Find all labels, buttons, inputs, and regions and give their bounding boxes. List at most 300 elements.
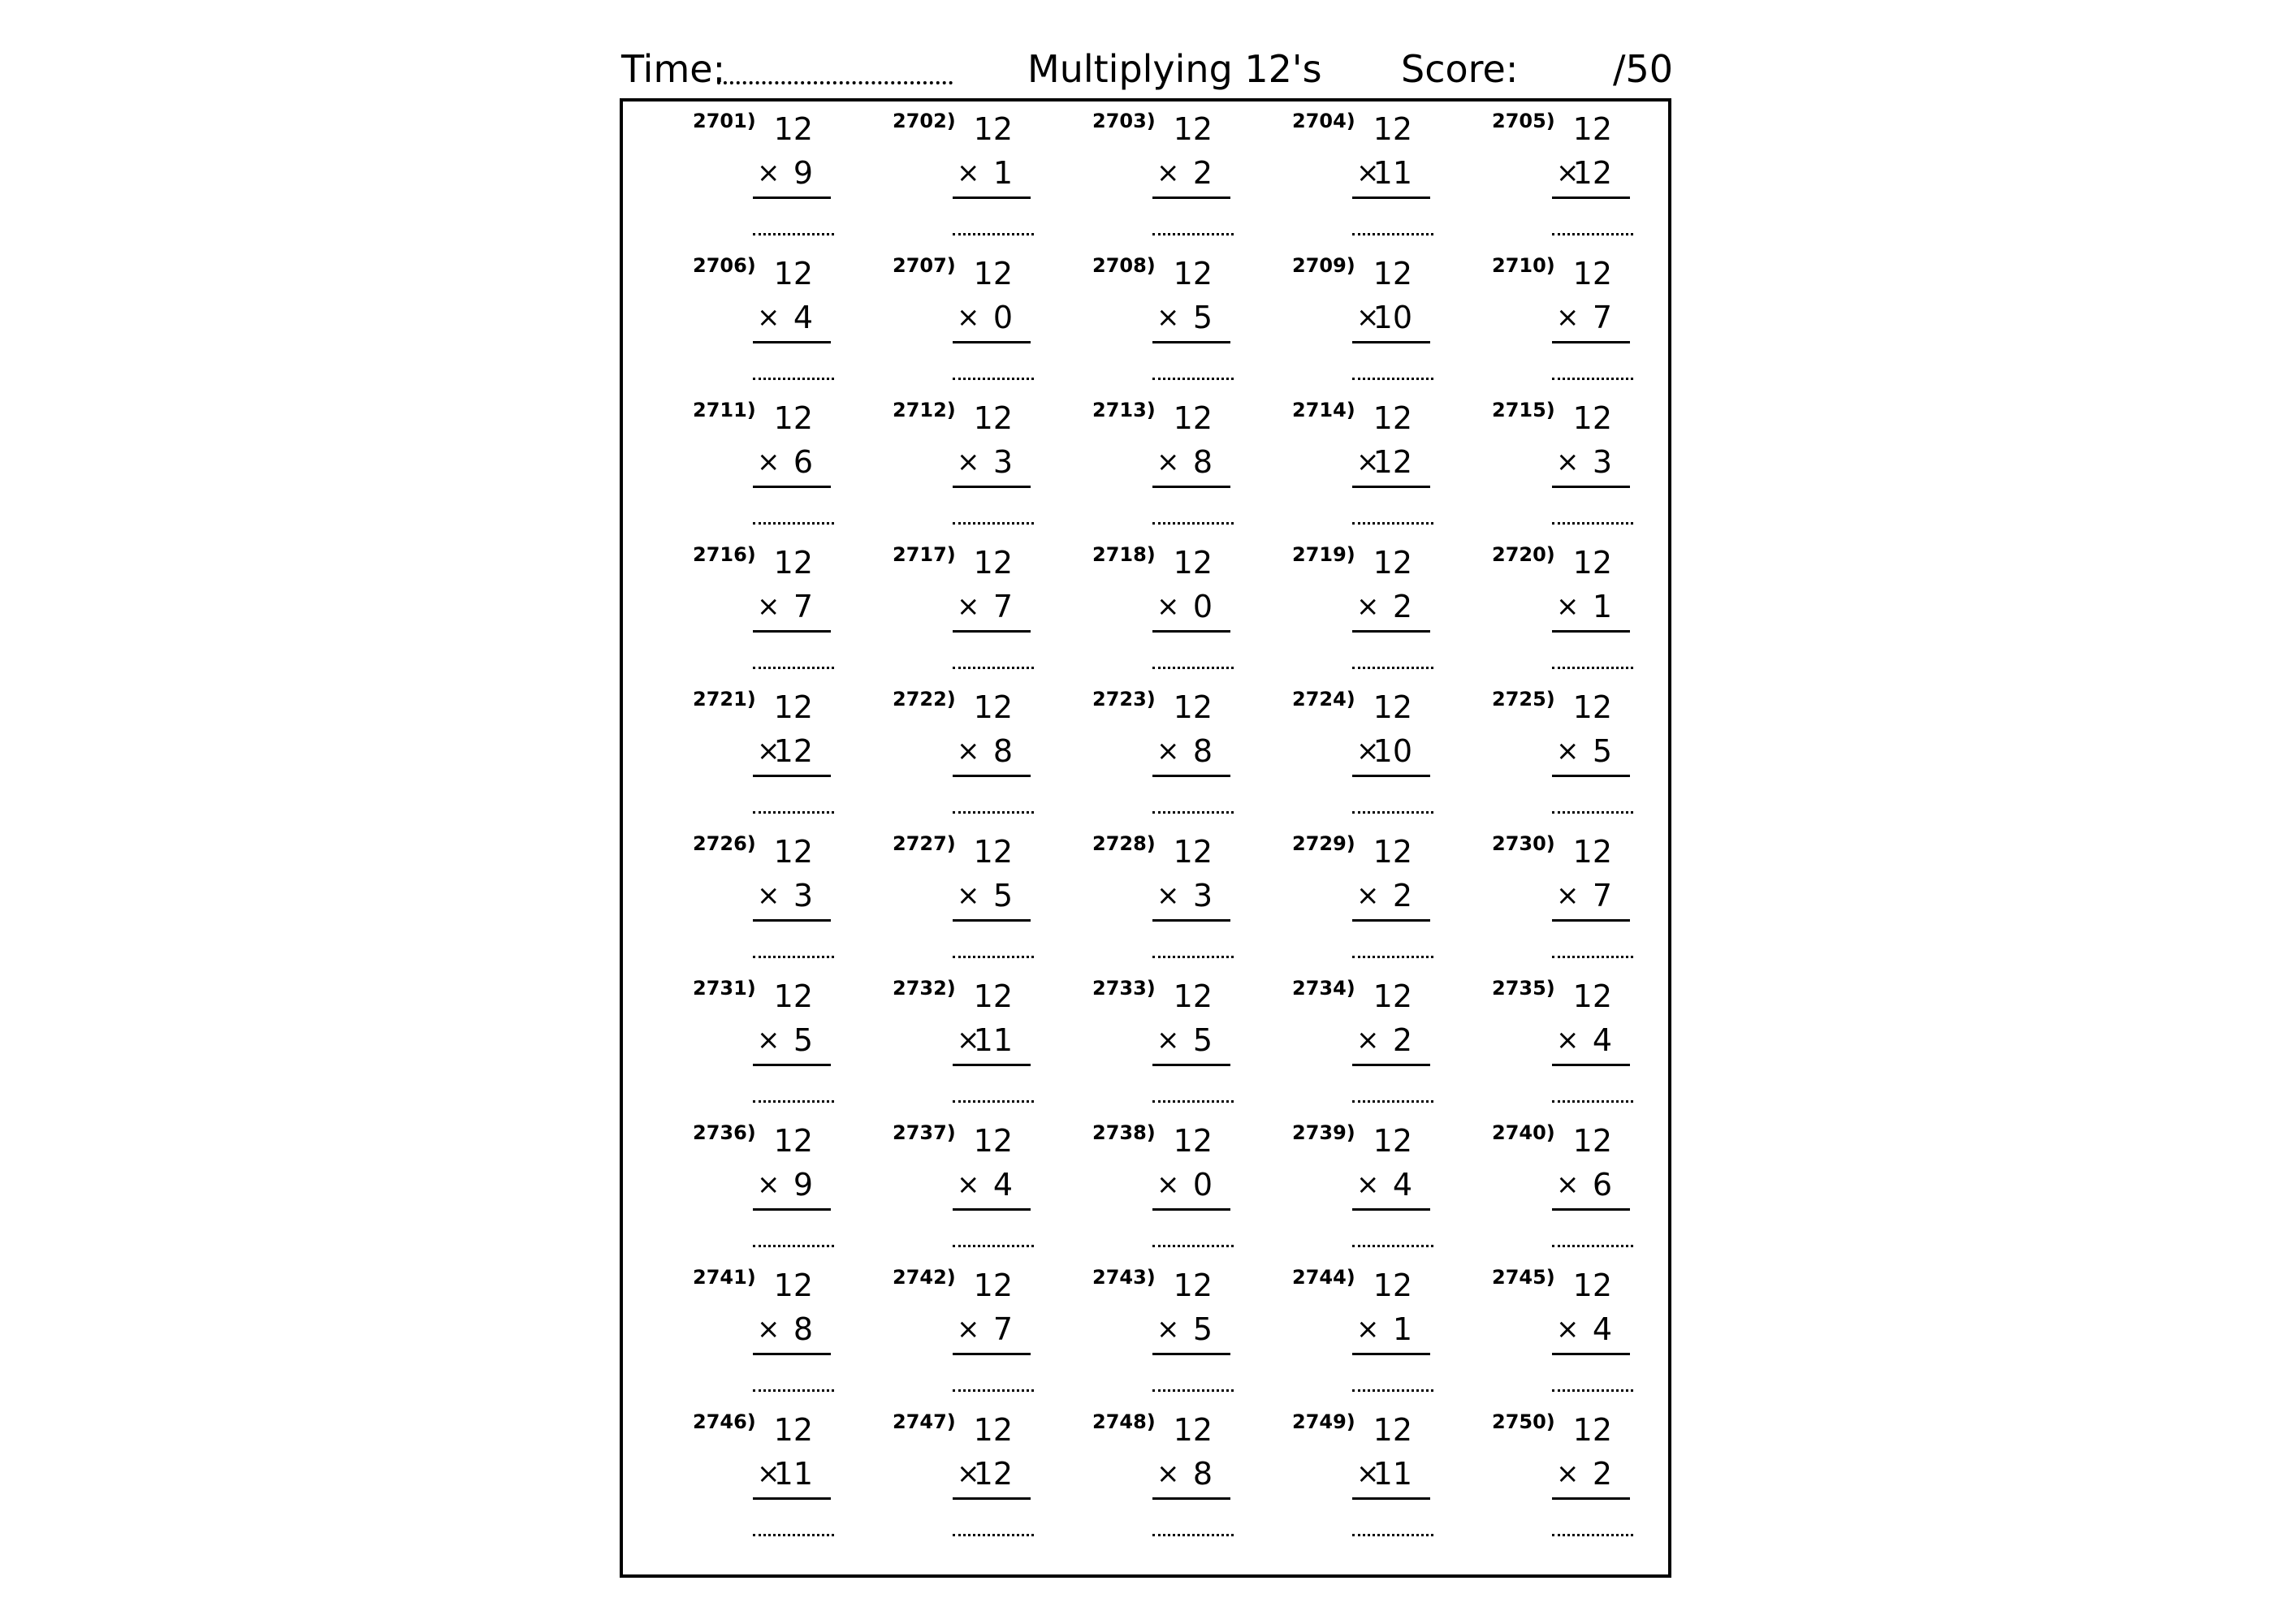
problem-number: 2748) <box>1092 1410 1156 1433</box>
multiplier: 5 <box>793 1022 813 1058</box>
answer-entry-line[interactable] <box>753 1534 834 1536</box>
problem-item <box>1222 1402 1422 1547</box>
problem-rule-line <box>753 919 831 922</box>
multiplicand: 12 <box>1572 1412 1612 1448</box>
problem-rule-line <box>1352 1497 1430 1500</box>
problem-number: 2719) <box>1292 543 1355 566</box>
multiplicand: 12 <box>773 545 813 581</box>
multiplicand: 12 <box>1373 400 1412 436</box>
problem-rule-line <box>1552 341 1630 343</box>
problem-item <box>1422 535 1622 680</box>
multiplier: 2 <box>1192 155 1213 191</box>
answer-entry-line[interactable] <box>953 811 1034 814</box>
multiplicand: 12 <box>973 689 1013 725</box>
problem-number: 2704) <box>1292 110 1355 132</box>
score-label: Score: <box>1401 47 1519 91</box>
problem-number: 2738) <box>1092 1121 1156 1144</box>
multiplier: 3 <box>1192 878 1213 914</box>
multiplicand: 12 <box>1373 545 1412 581</box>
answer-entry-line[interactable] <box>953 378 1034 380</box>
problem-grid <box>623 102 1668 1574</box>
problem-item <box>623 1113 823 1258</box>
answer-entry-line[interactable] <box>1552 522 1633 525</box>
multiplier: 11 <box>773 1456 813 1492</box>
problem-rule-line <box>1552 486 1630 488</box>
problem-item <box>1422 246 1622 391</box>
multiplicand: 12 <box>1572 834 1612 870</box>
multiplicand: 12 <box>973 834 1013 870</box>
problem-rule-line <box>753 1208 831 1211</box>
problem-item <box>1422 1113 1622 1258</box>
problem-item <box>1422 1402 1622 1547</box>
problem-number: 2750) <box>1492 1410 1555 1433</box>
multiplicand: 12 <box>773 1123 813 1159</box>
times-sign: × <box>1356 1458 1380 1490</box>
times-sign: × <box>1156 1458 1180 1490</box>
answer-entry-line[interactable] <box>1152 1100 1234 1103</box>
problem-number: 2736) <box>693 1121 756 1144</box>
times-sign: × <box>1356 1313 1380 1345</box>
multiplier: 9 <box>793 1167 813 1203</box>
problem-rule-line <box>953 197 1031 199</box>
multiplicand: 12 <box>773 1412 813 1448</box>
problem-number: 2745) <box>1492 1266 1555 1289</box>
answer-entry-line[interactable] <box>1152 1245 1234 1247</box>
problem-number: 2703) <box>1092 110 1156 132</box>
problem-rule-line <box>753 630 831 633</box>
problem-item <box>1222 102 1422 246</box>
times-sign: × <box>957 301 980 334</box>
multiplier: 12 <box>1572 155 1612 191</box>
answer-entry-line[interactable] <box>1152 667 1234 669</box>
answer-entry-line[interactable] <box>1352 1389 1433 1392</box>
times-sign: × <box>957 879 980 912</box>
multiplier: 7 <box>1592 300 1612 335</box>
multiplier: 4 <box>793 300 813 335</box>
problem-rule-line <box>1552 919 1630 922</box>
times-sign: × <box>1356 446 1380 478</box>
times-sign: × <box>1356 301 1380 334</box>
problem-number: 2728) <box>1092 832 1156 855</box>
problem-number: 2744) <box>1292 1266 1355 1289</box>
times-sign: × <box>1156 446 1180 478</box>
times-sign: × <box>1156 590 1180 623</box>
problem-item <box>1022 824 1222 969</box>
problem-rule-line <box>1152 1497 1230 1500</box>
answer-entry-line[interactable] <box>1152 956 1234 958</box>
answer-entry-line[interactable] <box>1152 233 1234 235</box>
problem-number: 2714) <box>1292 399 1355 421</box>
multiplicand: 12 <box>1373 689 1412 725</box>
problem-number: 2705) <box>1492 110 1555 132</box>
problem-rule-line <box>753 1064 831 1066</box>
answer-entry-line[interactable] <box>1552 811 1633 814</box>
problem-item <box>1022 1258 1222 1402</box>
problem-rule-line <box>753 197 831 199</box>
multiplicand: 12 <box>973 111 1013 147</box>
problem-item <box>1222 391 1422 535</box>
problem-number: 2709) <box>1292 254 1355 277</box>
multiplier: 5 <box>1192 300 1213 335</box>
problem-item <box>623 246 823 391</box>
times-sign: × <box>957 1024 980 1056</box>
problem-number: 2746) <box>693 1410 756 1433</box>
problem-item <box>623 680 823 824</box>
times-sign: × <box>1556 1313 1580 1345</box>
answer-entry-line[interactable] <box>1352 233 1433 235</box>
answer-entry-line[interactable] <box>753 1389 834 1392</box>
answer-entry-line[interactable] <box>1152 522 1234 525</box>
problem-item <box>1422 102 1622 246</box>
multiplier: 0 <box>992 300 1013 335</box>
problem-item <box>1222 535 1422 680</box>
multiplicand: 12 <box>973 1412 1013 1448</box>
problem-number: 2729) <box>1292 832 1355 855</box>
problem-rule-line <box>953 1208 1031 1211</box>
problem-number: 2731) <box>693 977 756 1000</box>
answer-entry-line[interactable] <box>1352 1534 1433 1536</box>
answer-entry-line[interactable] <box>1352 378 1433 380</box>
problem-number: 2727) <box>893 832 956 855</box>
problem-item <box>823 680 1022 824</box>
problem-number: 2724) <box>1292 688 1355 710</box>
problem-number: 2741) <box>693 1266 756 1289</box>
problem-item <box>1422 969 1622 1113</box>
multiplier: 9 <box>793 155 813 191</box>
problem-item <box>823 1402 1022 1547</box>
problem-sheet <box>620 98 1671 1578</box>
problem-rule-line <box>1152 197 1230 199</box>
multiplier: 8 <box>992 733 1013 769</box>
multiplicand: 12 <box>1572 400 1612 436</box>
problem-number: 2726) <box>693 832 756 855</box>
problem-rule-line <box>953 341 1031 343</box>
multiplier: 5 <box>992 878 1013 914</box>
multiplier: 8 <box>1192 733 1213 769</box>
problem-rule-line <box>1352 341 1430 343</box>
multiplicand: 12 <box>1373 256 1412 292</box>
multiplier: 7 <box>1592 878 1612 914</box>
multiplier: 7 <box>793 589 813 624</box>
problem-number: 2733) <box>1092 977 1156 1000</box>
times-sign: × <box>1356 1024 1380 1056</box>
answer-entry-line[interactable] <box>1552 1389 1633 1392</box>
answer-entry-line[interactable] <box>953 1389 1034 1392</box>
problem-rule-line <box>953 630 1031 633</box>
problem-rule-line <box>1552 1208 1630 1211</box>
problem-item <box>823 1113 1022 1258</box>
answer-entry-line[interactable] <box>1352 1245 1433 1247</box>
problem-item <box>823 391 1022 535</box>
multiplicand: 12 <box>773 256 813 292</box>
problem-number: 2737) <box>893 1121 956 1144</box>
times-sign: × <box>1156 301 1180 334</box>
times-sign: × <box>1156 157 1180 189</box>
problem-number: 2708) <box>1092 254 1156 277</box>
problem-item <box>1022 102 1222 246</box>
multiplicand: 12 <box>1173 400 1213 436</box>
answer-entry-line[interactable] <box>1552 667 1633 669</box>
times-sign: × <box>957 1458 980 1490</box>
problem-item <box>1222 1258 1422 1402</box>
times-sign: × <box>1156 879 1180 912</box>
times-sign: × <box>1556 879 1580 912</box>
multiplicand: 12 <box>1572 1123 1612 1159</box>
problem-rule-line <box>1352 630 1430 633</box>
times-sign: × <box>1556 157 1580 189</box>
multiplicand: 12 <box>773 111 813 147</box>
multiplicand: 12 <box>1173 1123 1213 1159</box>
times-sign: × <box>757 157 780 189</box>
problem-rule-line <box>753 486 831 488</box>
problem-item <box>1022 969 1222 1113</box>
times-sign: × <box>1156 1313 1180 1345</box>
multiplier: 5 <box>1192 1311 1213 1347</box>
problem-item <box>823 824 1022 969</box>
problem-number: 2701) <box>693 110 756 132</box>
problem-number: 2716) <box>693 543 756 566</box>
times-sign: × <box>1556 1168 1580 1201</box>
times-sign: × <box>1556 590 1580 623</box>
multiplier: 12 <box>1373 444 1412 480</box>
problem-rule-line <box>1352 919 1430 922</box>
multiplicand: 12 <box>1173 1412 1213 1448</box>
problem-number: 2735) <box>1492 977 1555 1000</box>
multiplier: 1 <box>1392 1311 1412 1347</box>
multiplicand: 12 <box>1373 1268 1412 1303</box>
answer-entry-line[interactable] <box>753 956 834 958</box>
times-sign: × <box>1356 735 1380 767</box>
answer-entry-line[interactable] <box>1552 233 1633 235</box>
multiplier: 2 <box>1392 878 1412 914</box>
problem-rule-line <box>1352 1208 1430 1211</box>
time-label: Time: <box>621 47 726 91</box>
problem-number: 2747) <box>893 1410 956 1433</box>
answer-entry-line[interactable] <box>1352 811 1433 814</box>
problem-rule-line <box>953 486 1031 488</box>
multiplicand: 12 <box>973 978 1013 1014</box>
problem-rule-line <box>953 775 1031 777</box>
times-sign: × <box>1156 735 1180 767</box>
problem-item <box>1022 680 1222 824</box>
problem-item <box>1222 680 1422 824</box>
answer-entry-line[interactable] <box>1552 1100 1633 1103</box>
multiplier: 6 <box>1592 1167 1612 1203</box>
problem-rule-line <box>1152 1353 1230 1355</box>
problem-item <box>1022 246 1222 391</box>
answer-entry-line[interactable] <box>953 667 1034 669</box>
multiplier: 2 <box>1392 1022 1412 1058</box>
worksheet-title: Multiplying 12's <box>1027 47 1322 91</box>
multiplicand: 12 <box>1572 545 1612 581</box>
problem-rule-line <box>953 1497 1031 1500</box>
answer-entry-line[interactable] <box>753 667 834 669</box>
answer-entry-line[interactable] <box>1552 956 1633 958</box>
times-sign: × <box>757 1168 780 1201</box>
multiplicand: 12 <box>1373 978 1412 1014</box>
times-sign: × <box>957 446 980 478</box>
answer-entry-line[interactable] <box>1152 378 1234 380</box>
answer-entry-line[interactable] <box>1552 1245 1633 1247</box>
multiplicand: 12 <box>1572 1268 1612 1303</box>
problem-item <box>823 102 1022 246</box>
answer-entry-line[interactable] <box>753 1245 834 1247</box>
problem-rule-line <box>1352 197 1430 199</box>
multiplier: 5 <box>1592 733 1612 769</box>
multiplicand: 12 <box>773 689 813 725</box>
times-sign: × <box>1556 1458 1580 1490</box>
times-sign: × <box>957 1168 980 1201</box>
multiplier: 11 <box>973 1022 1013 1058</box>
problem-rule-line <box>1552 1353 1630 1355</box>
problem-number: 2707) <box>893 254 956 277</box>
multiplier: 0 <box>1192 589 1213 624</box>
problem-number: 2732) <box>893 977 956 1000</box>
answer-entry-line[interactable] <box>953 1534 1034 1536</box>
problem-rule-line <box>1152 486 1230 488</box>
multiplier: 1 <box>992 155 1013 191</box>
multiplicand: 12 <box>1373 1412 1412 1448</box>
answer-entry-line[interactable] <box>953 956 1034 958</box>
times-sign: × <box>757 590 780 623</box>
problem-item <box>1022 391 1222 535</box>
problem-rule-line <box>1152 919 1230 922</box>
multiplier: 2 <box>1592 1456 1612 1492</box>
problem-rule-line <box>1352 1064 1430 1066</box>
answer-entry-line[interactable] <box>1352 522 1433 525</box>
problem-number: 2725) <box>1492 688 1555 710</box>
answer-entry-line[interactable] <box>953 1100 1034 1103</box>
answer-entry-line[interactable] <box>953 233 1034 235</box>
answer-entry-line[interactable] <box>1352 1100 1433 1103</box>
multiplicand: 12 <box>1373 111 1412 147</box>
times-sign: × <box>1356 157 1380 189</box>
problem-item <box>1022 535 1222 680</box>
multiplier: 12 <box>773 733 813 769</box>
multiplicand: 12 <box>1572 978 1612 1014</box>
worksheet-header <box>621 41 1673 97</box>
problem-rule-line <box>1552 630 1630 633</box>
multiplier: 11 <box>1373 1456 1412 1492</box>
problem-item <box>1422 1258 1622 1402</box>
answer-entry-line[interactable] <box>1352 667 1433 669</box>
multiplicand: 12 <box>1173 256 1213 292</box>
answer-entry-line[interactable] <box>1152 1389 1234 1392</box>
multiplier: 4 <box>1392 1167 1412 1203</box>
multiplier: 8 <box>1192 444 1213 480</box>
times-sign: × <box>757 1024 780 1056</box>
problem-item <box>1422 824 1622 969</box>
times-sign: × <box>957 735 980 767</box>
multiplicand: 12 <box>973 256 1013 292</box>
answer-entry-line[interactable] <box>753 233 834 235</box>
multiplier: 0 <box>1192 1167 1213 1203</box>
problem-number: 2730) <box>1492 832 1555 855</box>
problem-item <box>623 535 823 680</box>
problem-item <box>623 391 823 535</box>
multiplier: 4 <box>1592 1311 1612 1347</box>
multiplicand: 12 <box>1572 689 1612 725</box>
problem-rule-line <box>753 775 831 777</box>
problem-item <box>1222 246 1422 391</box>
problem-rule-line <box>1152 630 1230 633</box>
problem-number: 2734) <box>1292 977 1355 1000</box>
times-sign: × <box>1156 1168 1180 1201</box>
problem-number: 2722) <box>893 688 956 710</box>
problem-number: 2718) <box>1092 543 1156 566</box>
problem-item <box>623 1402 823 1547</box>
problem-number: 2711) <box>693 399 756 421</box>
answer-entry-line[interactable] <box>1352 956 1433 958</box>
problem-rule-line <box>1552 1497 1630 1500</box>
problem-number: 2749) <box>1292 1410 1355 1433</box>
problem-item <box>1222 1113 1422 1258</box>
answer-entry-line[interactable] <box>953 522 1034 525</box>
times-sign: × <box>957 157 980 189</box>
problem-number: 2712) <box>893 399 956 421</box>
times-sign: × <box>957 590 980 623</box>
problem-item <box>623 102 823 246</box>
multiplier: 11 <box>1373 155 1412 191</box>
problem-rule-line <box>753 1497 831 1500</box>
problem-rule-line <box>1152 1208 1230 1211</box>
multiplicand: 12 <box>973 1123 1013 1159</box>
times-sign: × <box>1156 1024 1180 1056</box>
problem-number: 2710) <box>1492 254 1555 277</box>
multiplicand: 12 <box>1173 834 1213 870</box>
answer-entry-line[interactable] <box>1552 378 1633 380</box>
multiplier: 2 <box>1392 589 1412 624</box>
problem-rule-line <box>1152 1064 1230 1066</box>
times-sign: × <box>757 735 780 767</box>
times-sign: × <box>1556 446 1580 478</box>
times-sign: × <box>757 301 780 334</box>
answer-entry-line[interactable] <box>753 522 834 525</box>
problem-number: 2720) <box>1492 543 1555 566</box>
problem-number: 2739) <box>1292 1121 1355 1144</box>
problem-rule-line <box>1352 775 1430 777</box>
answer-entry-line[interactable] <box>1152 1534 1234 1536</box>
multiplicand: 12 <box>1173 689 1213 725</box>
problem-item <box>823 1258 1022 1402</box>
problem-item <box>1022 1113 1222 1258</box>
problem-rule-line <box>1152 341 1230 343</box>
multiplicand: 12 <box>1572 256 1612 292</box>
multiplier: 3 <box>1592 444 1612 480</box>
answer-entry-line[interactable] <box>753 1100 834 1103</box>
answer-entry-line[interactable] <box>953 1245 1034 1247</box>
problem-item <box>623 969 823 1113</box>
problem-number: 2721) <box>693 688 756 710</box>
problem-number: 2742) <box>893 1266 956 1289</box>
answer-entry-line[interactable] <box>753 811 834 814</box>
problem-rule-line <box>1352 1353 1430 1355</box>
problem-number: 2740) <box>1492 1121 1555 1144</box>
answer-entry-line[interactable] <box>1152 811 1234 814</box>
answer-entry-line[interactable] <box>1552 1534 1633 1536</box>
multiplicand: 12 <box>1572 111 1612 147</box>
multiplicand: 12 <box>1173 1268 1213 1303</box>
problem-item <box>823 969 1022 1113</box>
problem-rule-line <box>953 1353 1031 1355</box>
times-sign: × <box>757 446 780 478</box>
problem-item <box>623 1258 823 1402</box>
answer-entry-line[interactable] <box>753 378 834 380</box>
time-entry-line[interactable] <box>717 81 953 84</box>
multiplier: 3 <box>992 444 1013 480</box>
problem-rule-line <box>753 341 831 343</box>
times-sign: × <box>1356 879 1380 912</box>
